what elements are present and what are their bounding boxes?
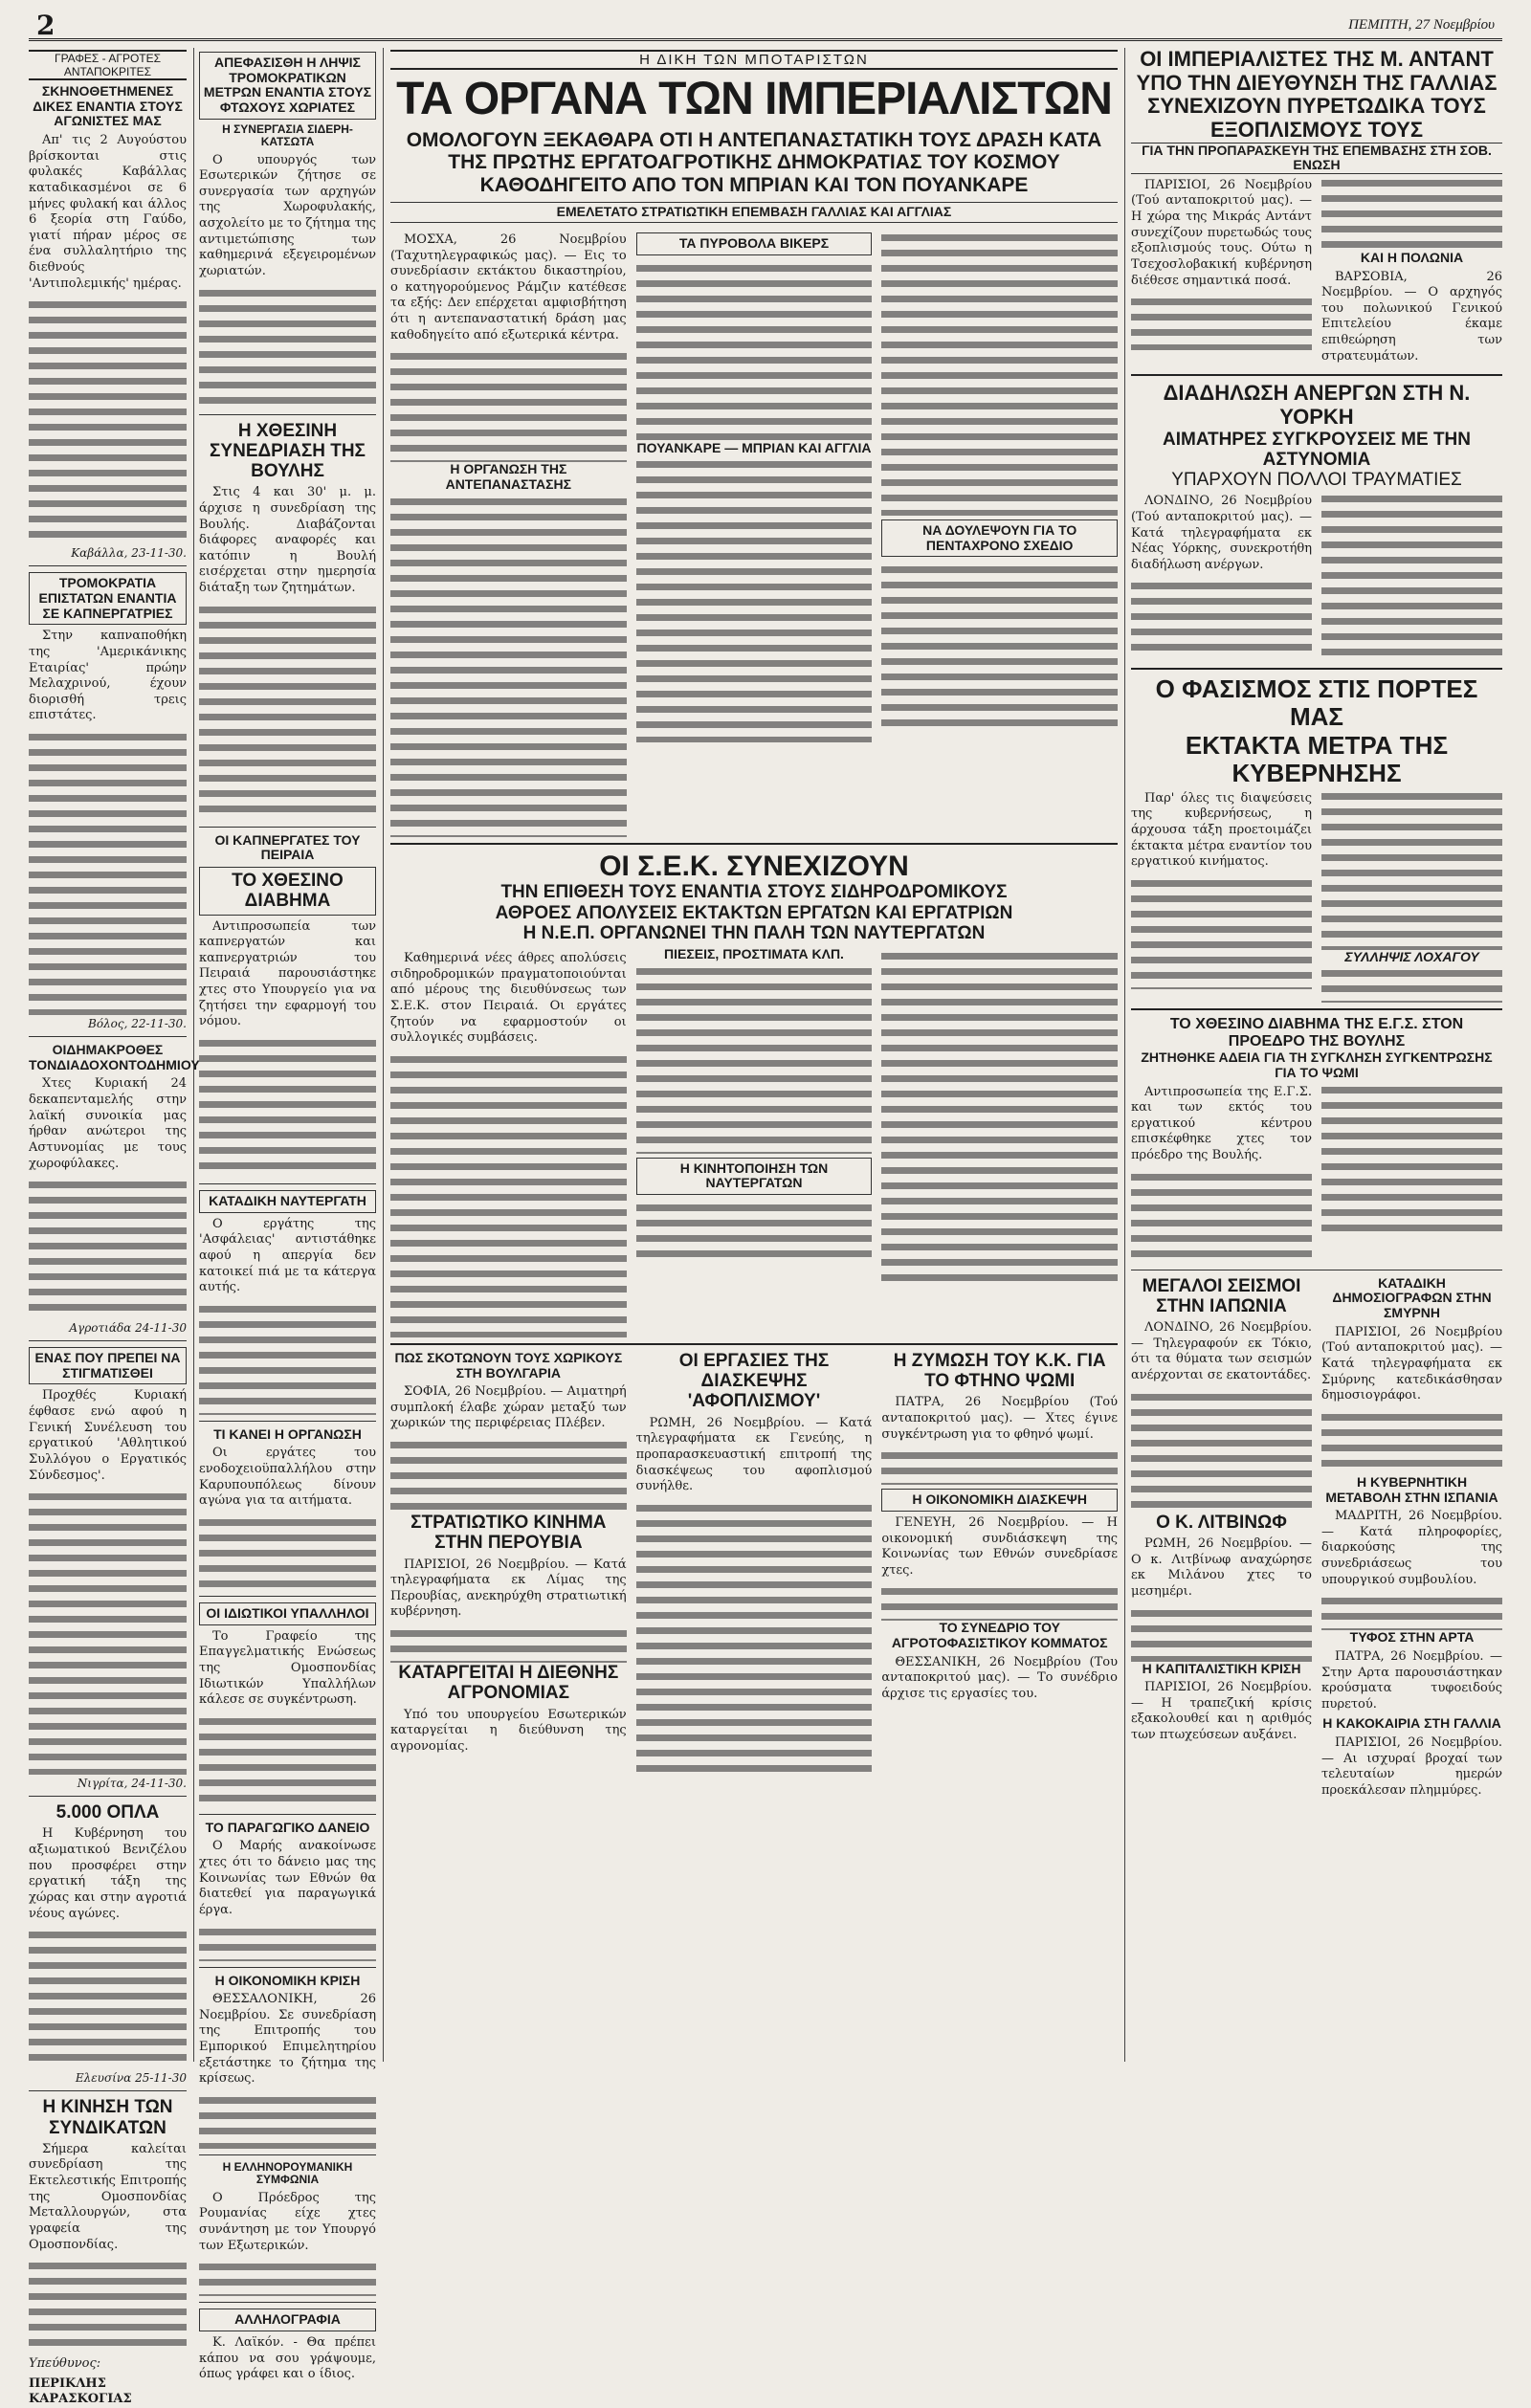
article-title: ΔΙΑΔΗΛΩΣΗ ΑΝΕΡΓΩΝ ΣΤΗ Ν. ΥΟΡΚΗ (1163, 381, 1471, 429)
article-title: Η ΖΥΜΩΣΗ ΤΟΥ Κ.Κ. ΓΙΑ ΤΟ ΦΤΗΝΟ ΨΩΜΙ (893, 1350, 1106, 1392)
article-body-continuation (1131, 1168, 1312, 1264)
article-body-continuation (199, 1300, 376, 1415)
article-subhead: ΚΑΙ Η ΠΟΛΩΝΙΑ (1360, 249, 1464, 265)
article-title: ΜΕΓΑΛΟΙ ΣΕΙΣΜΟΙ ΣΤΗΝ ΙΑΠΩΝΙΑ (1142, 1275, 1301, 1316)
column-2 (199, 48, 376, 2382)
article-subhead: ΝΑ ΔΟΥΛΕΨΟΥΝ ΓΙΑ ΤΟ ΠΕΝΤΑΧΡΟΝΟ ΣΧΕΔΙΟ (881, 519, 1118, 557)
article-deck: ΑΙΜΑΤΗΡΕΣ ΣΥΓΚΡΟΥΣΕΙΣ ΜΕ ΤΗΝ ΑΣΤΥΝΟΜΙΑ (1163, 429, 1471, 470)
article-body-continuation (199, 1034, 376, 1178)
article-title: ΠΩΣ ΣΚΟΤΩΝΟΥΝ ΤΟΥΣ ΧΩΡΙΚΟΥΣ ΣΤΗ ΒΟΥΛΓΑΡΙΑ (394, 1349, 623, 1381)
article-body-continuation (199, 284, 376, 409)
secondary-deck: ΑΘΡΟΕΣ ΑΠΟΛΥΣΕΙΣ ΕΚΤΑΚΤΩΝ ΕΡΓΑΤΩΝ ΚΑΙ ΕΡΓΑΤΡΙΩΝ (495, 902, 1013, 923)
article-title: ΟΙ ΙΜΠΕΡΙΑΛΙΣΤΕΣ ΤΗΣ Μ. ΑΝΤΑΝΤ ΥΠΟ ΤΗΝ ΔΙΕΥΘΥΝΣΗ ΤΗΣ ΓΑΛΛΙΑΣ ΣΥΝΕΧΙΖΟΥΝ ΠΥΡΕΤΩΔΙΚΑ ΤΟΥΣ ΕΞΟΠΛΙΣΜΟΥΣ ΤΟΥΣ (1136, 47, 1498, 142)
article-title: ΚΑΤΑΡΓΕΙΤΑΙ Η ΔΙΕΘΝΗΣ ΑΓΡΟΝΟΜΙΑΣ (398, 1663, 619, 1704)
article-text: Ο εργάτης της 'Ασφάλειας' αντιστάθηκε αφού η απεργία δεν κατοικεί πιά με τα κάτεργα αυτής. (199, 1216, 376, 1295)
article-text: ΠΑΡΙΣΙΟΙ, 26 Νοεμβρίου. — Αι ισχυραί βροχαί των τελευταίων ημερών προεκάλεσαν πλημμύρες. (1321, 1735, 1502, 1799)
article-body-continuation (1321, 174, 1502, 251)
secondary-deck: ΤΗΝ ΕΠΙΘΕΣΗ ΤΟΥΣ ΕΝΑΝΤΙΑ ΣΤΟΥΣ ΣΙΔΗΡΟΔΡΟΜΙΚΟΥΣ (500, 882, 1008, 903)
article-body-continuation (1321, 490, 1502, 662)
article-title: ΚΑΤΑΔΙΚΗ ΔΗΜΟΣΙΟΓΡΑΦΩΝ ΣΤΗΝ ΣΜΥΡΝΗ (1332, 1274, 1492, 1321)
article-subhead: ΠΟΥΑΝΚΑΡΕ — ΜΠΡΙΑΝ ΚΑΙ ΑΓΓΛΙΑ (636, 439, 872, 455)
article-text: Ο υπουργός των Εσωτερικών ζήτησε σε συνεργασία των αρχηγών της Χωροφυλακής, ασχολείτο με το ζήτημα της αντιμετώπισης των καθημερινά εξεγειρομένων χωριατών. (199, 152, 376, 278)
article-body-continuation (390, 1050, 627, 1337)
article-title: ΑΠΕΦΑΣΙΣΘΗ Η ΛΗΨΙΣ ΤΡΟΜΟΚΡΑΤΙΚΩΝ ΜΕΤΡΩΝ ΕΝΑΝΤΙΑ ΣΤΟΥΣ ΦΤΩΧΟΥΣ ΧΩΡΙΑΤΕΣ (199, 52, 376, 120)
article-text: ΡΩΜΗ, 26 Νοεμβρίου. — Κατά τηλεγραφήματα εκ Γενεύης, η προπαρασκευαστική επιτροπή της διασκέψεως του αφοπλισμού συνήλθε. (635, 1415, 873, 1494)
dateline: Ελευσίνα 25-11-30 (75, 2071, 187, 2086)
article-body-continuation (636, 455, 873, 742)
article-body-continuation (1131, 1388, 1312, 1513)
article-text: Η Κυβέρνηση του αξιωματικού Βενιζέλου που προσφέρει στην εργατική τάξη της χώρας και στην αγροτιά νέους αγώνες. (29, 1826, 187, 1921)
article-title: ΟΙ ΙΔΙΩΤΙΚΟΙ ΥΠΑΛΛΗΛΟΙ (199, 1602, 376, 1625)
center-section (390, 48, 1118, 2062)
article-title: ΟΙΔΗΜΑΚΡΟΘΕΣ ΤΟΝΔΙΑΔΟΧΟΝΤΟΔΗΜΙΟΥ (29, 1042, 200, 1072)
article-deck: ΕΚΤΑΚΤΑ ΜΕΤΡΑ ΤΗΣ ΚΥΒΕΡΝΗΣΗΣ (1185, 730, 1449, 787)
article-body-continuation (29, 2257, 187, 2353)
right-section (1131, 48, 1502, 2062)
article-body-continuation (199, 601, 376, 821)
article-body-continuation (1321, 787, 1502, 950)
article-body-continuation (1321, 964, 1502, 1003)
article-title: ΚΑΤΑΔΙΚΗ ΝΑΥΤΕΡΓΑΤΗ (199, 1190, 376, 1213)
article-body-continuation (29, 296, 187, 544)
article-subtitle: ΤΟ ΧΘΕΣΙΝΟ ΔΙΑΒΗΜΑ (199, 867, 376, 916)
article-body-continuation (1321, 1592, 1502, 1630)
article-body-continuation (390, 1436, 627, 1513)
article-text: ΠΑΡΙΣΙΟΙ, 26 Νοεμβρίου (Τού ανταποκριτού μας). — Η χώρα της Μικράς Αντάντ συνεχίζουν πυρετωδώς τους εξοπλισμούς τους. Ούτω η Τσεχοσλοβακική κυβέρνηση διέθεσε σημαντικά ποσά. (1131, 177, 1312, 288)
article-text: Ο Μαρής ανακοίνωσε χτες ότι το δάνειο μας της Κοινωνίας των Εθνών θα διατεθεί για παραγωγικά έργα. (199, 1839, 376, 1917)
article-text: ΠΑΡΙΣΙΟΙ, 26 Νοεμβρίου. — Η τραπεζική κρίσις εξακολουθεί και η αριθμός των πτωχεύσεων αυξάνει. (1131, 1680, 1312, 1743)
editor-label: Υπεύθυνος: (29, 2356, 101, 2372)
issue-date: ΠΕΜΠΤΗ, 27 Νοεμβρίου (1348, 17, 1495, 33)
article-title: Η ΚΑΠΙΤΑΛΙΣΤΙΚΗ ΚΡΙΣΗ (1142, 1660, 1301, 1676)
article-text: ΠΑΡΙΣΙΟΙ, 26 Νοεμβρίου (Τού ανταποκριτού μας). — Κατά τηλεγραφήματα εκ Σμύρνης κατεδικάσθησαν δημοσιογράφοι. (1321, 1324, 1502, 1403)
article-text: ΘΕΣΣΑΝΙΚΗ, 26 Νοεμβρίου (Του ανταποκριτού μας). — Το συνέδριο άρχισε τις εργασίες του. (881, 1654, 1119, 1701)
article-title: Η ΚΥΒΕΡΝΗΤΙΚΗ ΜΕΤΑΒΟΛΗ ΣΤΗΝ ΙΣΠΑΝΙΑ (1325, 1473, 1498, 1505)
column-1 (29, 48, 200, 2407)
article-title: Η ΟΙΚΟΝΟΜΙΚΗ ΔΙΑΣΚΕΨΗ (881, 1489, 1118, 1512)
article-subhead: ΤΑ ΠΥΡΟΒΟΛΑ ΒΙΚΕΡΣ (636, 232, 873, 255)
article-subhead: ΠΙΕΣΕΙΣ, ΠΡΟΣΤΙΜΑΤΑ ΚΛΠ. (664, 946, 844, 962)
article-text: ΡΩΜΗ, 26 Νοεμβρίου. — Ο κ. Λιτβίνωφ αναχώρησε εκ Μιλάνου χτες το μεσημέρι. (1131, 1536, 1312, 1599)
article-text: Προχθές Κυριακή έφθασε ενώ αφού η Γενική Συνέλευση του εργατικού 'Αθλητικού Συλλόγου ο Εργατικός Σύνδεσμος'. (29, 1388, 187, 1483)
article-text: Χτες Κυριακή 24 δεκαπενταμελής στην λαϊκή συνοικία μας ήρθαν ανώτεροι της Αστυνομίας με τους χωροφύλακες. (29, 1076, 187, 1171)
article-title: ΤΟ ΠΑΡΑΓΩΓΙΚΟ ΔΑΝΕΙΟ (205, 1819, 370, 1835)
article-title: ΤΟ ΣΥΝΕΔΡΙΟ ΤΟΥ ΑΓΡΟΤΟΦΑΣΙΣΤΙΚΟΥ ΚΟΜΜΑΤΟΣ (891, 1620, 1108, 1651)
article-body-continuation (199, 1923, 376, 1961)
article-body-continuation (636, 1199, 873, 1266)
article-text: Οι εργάτες του ενοδοχειοϋπαλλήλου στην Καρυπουπόλεως δίνουν αγώνα για τα αιτήματα. (199, 1446, 376, 1509)
article-text: ΛΟΝΔΙΝΟ, 26 Νοεμβρίου (Τού ανταποκριτού μας). — Κατά τηλεγραφήματα εκ Νέας Υόρκης, συνεκροτήθη διαδήλωση ανέργων. (1131, 494, 1312, 572)
article-title: ΑΛΛΗΛΟΓΡΑΦΙΑ (199, 2309, 376, 2331)
article-text: Παρ' όλες τις διαψεύσεις της κυβερνήσεως, η άρχουσα τάξη προετοιμάζει έκτακτα μέτρα εναντίον του εργατικού κινήματος. (1131, 790, 1312, 870)
article-body-continuation (1131, 577, 1312, 653)
article-subhead: ΣΥΛΛΗΨΙΣ ΛΟΧΑΓΟΥ (1344, 948, 1479, 964)
secondary-deck: Η Ν.Ε.Π. ΟΡΓΑΝΩΝΕΙ ΤΗΝ ΠΑΛΗ ΤΩΝ ΝΑΥΤΕΡΓΑΤΩΝ (522, 922, 986, 943)
article-body-continuation (29, 728, 187, 1015)
editor-name: ΠΕΡΙΚΛΗΣ ΚΑΡΑΣΚΟΓΙΑΣ (29, 2375, 132, 2407)
article-text: ΠΑΤΡΑ, 26 Νοεμβρίου (Τού ανταποκριτού μας). — Χτες έγινε συγκέντρωση για το φθηνό ψωμί. (881, 1395, 1119, 1442)
article-body-continuation (199, 2091, 376, 2149)
article-deck: ΥΠΑΡΧΟΥΝ ΠΟΛΛΟΙ ΤΡΑΥΜΑΤΙΕΣ (1171, 470, 1462, 491)
article-deck: ΖΗΤΗΘΗΚΕ ΑΔΕΙΑ ΓΙΑ ΤΗ ΣΥΓΚΛΗΣΗ ΣΥΓΚΕΝΤΡΩΣΗΣ ΓΙΑ ΤΟ ΨΩΜΙ (1141, 1049, 1493, 1080)
article-body-continuation (1321, 1408, 1502, 1475)
article-text: Ο Πρόεδρος της Ρουμανίας είχε χτες συνάντηση με τον Υπουργό των Εξωτερικών. (199, 2190, 376, 2253)
article-text: ΒΑΡΣΟΒΙΑ, 26 Νοεμβρίου. — Ο αρχηγός του πολωνικού Γενικού Επιτελείου έκαμε επιθεώρηση των στρατευμάτων. (1321, 269, 1502, 364)
article-body-continuation (1131, 293, 1312, 350)
article-title: 5.000 ΟΠΛΑ (55, 1802, 160, 1823)
section-kicker: Η ΔΙΚΗ ΤΩΝ ΜΠΟΤΑΡΙΣΤΩΝ (390, 50, 1118, 70)
article-text: Στις 4 και 30' μ. μ. άρχισε η συνεδρίαση της Βουλής. Διαβάζονται διάφορες αναφορές και κατόπιν η Βουλή εισέρχεται στην ημερησία διάταξη των ζητημάτων. (199, 485, 376, 596)
dateline: Βόλος, 22-11-30. (88, 1017, 187, 1031)
article-body-continuation (881, 561, 1118, 728)
article-text: ΓΕΝΕΥΗ, 26 Νοεμβρίου. — Η οικονομική συνδιάσκεψη της Κοινωνίας των Εθνών συνεδρίασε χτες. (881, 1514, 1119, 1578)
article-title: Η ΧΘΕΣΙΝΗ ΣΥΝΕΔΡΙΑΣΗ ΤΗΣ ΒΟΥΛΗΣ (210, 420, 366, 482)
column-rule (1124, 48, 1125, 2062)
dateline: Αγροτιάδα 24-11-30 (69, 1321, 187, 1336)
article-title: ΕΝΑΣ ΠΟΥ ΠΡΕΠΕΙ ΝΑ ΣΤΙΓΜΑΤΙΣΘΕΙ (29, 1347, 187, 1384)
article-body-continuation (1321, 1081, 1502, 1234)
article-body-continuation (881, 947, 1118, 1282)
article-text: Σήμερα καλείται συνεδρίαση της Εκτελεστικής Επιτροπής της Ομοσπονδίας Μεταλλουργών, στα γραφεία της Ομοσπονδίας. (29, 2141, 187, 2252)
article-body-continuation (199, 2258, 376, 2296)
article-text: ΛΟΝΔΙΝΟ, 26 Νοεμβρίου. — Τηλεγραφούν εκ Τόκιο, ότι τα θύματα των σεισμών ανέρχονται σε εκατοντάδες. (1131, 1320, 1312, 1383)
article-title: ΤΙ ΚΑΝΕΙ Η ΟΡΓΑΝΩΣΗ (213, 1425, 362, 1442)
article-text: Καθημερινά νέες άθρες απολύσεις σιδηροδρομικών πραγματοποιούνται από μέρους της διευθύνσεως των Σ.Ε.Κ. στον Πειραιά. Οι εργάτες ζητούν να εφαρμοστούν οι συλλογικές συμβάσεις. (390, 951, 627, 1046)
article-title: Η ΚΙΝΗΣΗ ΤΩΝ ΣΥΝΔΙΚΑΤΩΝ (42, 2097, 173, 2138)
main-deck-2: ΕΜΕΛΕΤΑΤΟ ΣΤΡΑΤΙΩΤΙΚΗ ΕΠΕΜΒΑΣΗ ΓΑΛΛΙΑΣ ΚΑΙ ΑΓΓΛΙΑΣ (390, 202, 1118, 223)
article-text: ΘΕΣΣΑΛΟΝΙΚΗ, 26 Νοεμβρίου. Σε συνεδρίαση της Επιτροπής του Εμπορικού Επιμελητηρίου εξετάστηκε το ζήτημα της κρίσεως. (199, 1992, 376, 2087)
article-body-continuation (390, 1624, 627, 1663)
article-title: Η ΟΙΚΟΝΟΜΙΚΗ ΚΡΙΣΗ (214, 1972, 361, 1988)
article-title: ΣΚΗΝΟΘΕΤΗΜΕΝΕΣ ΔΙΚΕΣ ΕΝΑΝΤΙΑ ΣΤΟΥΣ ΑΓΩΝΙΣΤΕΣ ΜΑΣ (33, 83, 183, 129)
page-number: 2 (36, 10, 55, 41)
article-text: Στην καπναποθήκη της 'Αμερικάνικης Εταιρίας' πρώην Μελαχρινού, έχουν διορισθή τρεις επιστάτες. (29, 629, 187, 723)
article-title: Ο Κ. ΛΙΤΒΙΝΩΦ (1156, 1512, 1287, 1533)
article-body-continuation (390, 493, 627, 837)
article-deck: ΓΙΑ ΤΗΝ ΠΡΟΠΑΡΑΣΚΕΥΗ ΤΗΣ ΕΠΕΜΒΑΣΗΣ ΣΤΗ ΣΟΒ. ΕΝΩΣΗ (1131, 143, 1502, 174)
article-body-continuation (29, 1488, 187, 1775)
dateline: Νιγρίτα, 24-11-30. (77, 1777, 187, 1791)
article-body-continuation (881, 1582, 1118, 1621)
article-body-continuation (199, 1712, 376, 1808)
article-title: Η ΕΛΛΗΝΟΡΟΥΜΑΝΙΚΗ ΣΥΜΦΩΝΙΑ (222, 2159, 353, 2187)
article-text: ΜΟΣΧΑ, 26 Νοεμβρίου (Ταχυτηλεγραφικώς μας). — Εις το συνεδρίασιν εκτάκτου δικαστηρίου, ο κατηγορούμενος Ράμζιν κατέθεσε τα εξής: Δεν επέρχεται αμφισβήτηση ότι η αντεπαναστατική δράση μας καθοδηγείτο από εξωτερικά κέντρα. (390, 232, 627, 342)
column-rule (193, 48, 194, 2062)
article-title: ΟΙ ΕΡΓΑΣΙΕΣ ΤΗΣ ΔΙΑΣΚΕΨΗΣ 'ΑΦΟΠΛΙΣΜΟΥ' (678, 1350, 830, 1412)
article-title: ΤΥΦΟΣ ΣΤΗΝ ΑΡΤΑ (1349, 1629, 1475, 1646)
main-deck: ΟΜΟΛΟΓΟΥΝ ΞΕΚΑΘΑΡΑ ΟΤΙ Η ΑΝΤΕΠΑΝΑΣΤΑΤΙΚΗ ΤΟΥΣ ΔΡΑΣΗ ΚΑΤΑ ΤΗΣ ΠΡΩΤΗΣ ΕΡΓΑΤΟΑΓΡΟΤΙΚΗΣ ΔΗΜΟΚΡΑΤΙΑΣ ΤΟΥ ΚΟΣΜΟΥ ΚΑΘΟΔΗΓΕΙΤΟ ΑΠΟ ΤΟΝ ΜΠΡΙΑΝ ΚΑΙ ΤΟΝ ΠΟΥΑΝΚΑΡΕ (406, 128, 1102, 196)
article-text: Αντιπροσωπεία της Ε.Γ.Σ. και των εκτός του εργατικού κέντρου επισκέφθηκε χτες τον πρόεδρο της Βουλής. (1131, 1084, 1312, 1163)
masthead (29, 10, 1502, 41)
article-body-continuation (881, 1447, 1118, 1485)
article-body-continuation (199, 1513, 376, 1590)
article-text: ΠΑΡΙΣΙΟΙ, 26 Νοεμβρίου. — Κατά τηλεγραφήματα εκ Λίμας της Περουβίας, ανεκηρύχθη στρατιωτική κυβέρνηση. (390, 1557, 627, 1620)
secondary-headline: ΟΙ Σ.Ε.Κ. ΣΥΝΕΧΙΖΟΥΝ (599, 850, 909, 882)
article-subhead: Η ΚΙΝΗΤΟΠΟΙΗΣΗ ΤΩΝ ΝΑΥΤΕΡΓΑΤΩΝ (636, 1158, 873, 1195)
article-body-continuation (636, 962, 873, 1154)
article-body-continuation (636, 1499, 873, 1777)
article-text: ΜΑΔΡΙΤΗ, 26 Νοεμβρίου. — Κατά πληροφορίες, διαρκούσης της συνεδριάσεως του υπουργικού συμβουλίου. (1321, 1509, 1502, 1587)
article-text: Απ' τις 2 Αυγούστου βρίσκονται στις φυλακές Καβάλλας καταδικασμένοι σε 6 μήνες φυλακή και άλλος 6 ξεορία στη Γαύδο, γιατί πήραν μέρος σε ένα συλλαλητήριο της διεθνούς 'Αντιπολεμικής' ημέρας. (29, 133, 187, 291)
article-title: ΤΟ ΧΘΕΣΙΝΟ ΔΙΑΒΗΜΑ ΤΗΣ Ε.Γ.Σ. ΣΤΟΝ ΠΡΟΕΔΡΟ ΤΗΣ ΒΟΥΛΗΣ (1169, 1016, 1464, 1050)
article-body-continuation (636, 259, 873, 441)
article-title: ΤΡΟΜΟΚΡΑΤΙΑ ΕΠΙΣΤΑΤΩΝ ΕΝΑΝΤΙΑ ΣΕ ΚΑΠΝΕΡΓΑΤΡΙΕΣ (29, 572, 187, 625)
main-headline: ΤΑ ΟΡΓΑΝΑ ΤΩΝ ΙΜΠΕΡΙΑΛΙΣΤΩΝ (396, 74, 1112, 124)
article-subtitle: Η ΣΥΝΕΡΓΑΣΙΑ ΣΙΔΕΡΗ-ΚΑΤΣΩΤΑ (222, 122, 353, 149)
article-body-continuation (390, 347, 627, 462)
article-text: Το Γραφείο της Επαγγελματικής Ενώσεως της Ομοσπονδίας Ιδιωτικών Υπαλλήλων κάλεσε σε συγκέντρωση. (199, 1628, 376, 1708)
section-header: ΓΡΑΦΕΣ - ΑΓΡΟΤΕΣ ΑΝΤΑΠΟΚΡΙΤΕΣ (29, 50, 187, 80)
article-title: ΣΤΡΑΤΙΩΤΙΚΟ ΚΙΝΗΜΑ ΣΤΗΝ ΠΕΡΟΥΒΙΑ (410, 1513, 607, 1554)
article-text: ΣΟΦΙΑ, 26 Νοεμβρίου. — Αιματηρή συμπλοκή έλαβε χώραν μεταξύ των χωρικών της περιφέρειας Πλέβεν. (390, 1384, 627, 1431)
article-body-continuation (881, 229, 1118, 516)
article-text: Αντιπροσωπεία των καπνεργατών και καπνεργατριών του Πειραιά παρουσιάστηκε χτες στο Υπουργείο για να ζητήσει την εφαρμογή του νόμου. (199, 918, 376, 1029)
dateline: Καβάλλα, 23-11-30. (71, 546, 187, 561)
article-title: Η ΚΑΚΟΚΑΙΡΙΑ ΣΤΗ ΓΑΛΛΙΑ (1322, 1715, 1501, 1732)
article-text: Υπό του υπουργείου Εσωτερικών καταργείται η διεύθυνση της αγρονομίας. (390, 1707, 627, 1754)
article-subhead: Η ΟΡΓΑΝΩΣΗ ΤΗΣ ΑΝΤΕΠΑΝΑΣΤΑΣΗΣ (445, 461, 572, 493)
article-title: Ο ΦΑΣΙΣΜΟΣ ΣΤΙΣ ΠΟΡΤΕΣ ΜΑΣ (1155, 674, 1478, 732)
article-text: ΠΑΤΡΑ, 26 Νοεμβρίου. — Στην Αρτα παρουσιάστηκαν κρούσματα τυφοειδούς πυρετού. (1321, 1648, 1502, 1712)
article-body-continuation (29, 1926, 187, 2069)
article-body-continuation (1131, 874, 1312, 989)
article-title: ΟΙ ΚΑΠΝΕΡΓΑΤΕΣ ΤΟΥ ΠΕΙΡΑΙΑ (214, 831, 361, 863)
column-rule (383, 48, 384, 2062)
article-body-continuation (1131, 1604, 1312, 1662)
article-body-continuation (29, 1176, 187, 1319)
article-text: Κ. Λαϊκόν. - Θα πρέπει κάπου να σου γράψουμε, όπως γράφει και ο ίδιος. (199, 2335, 376, 2382)
